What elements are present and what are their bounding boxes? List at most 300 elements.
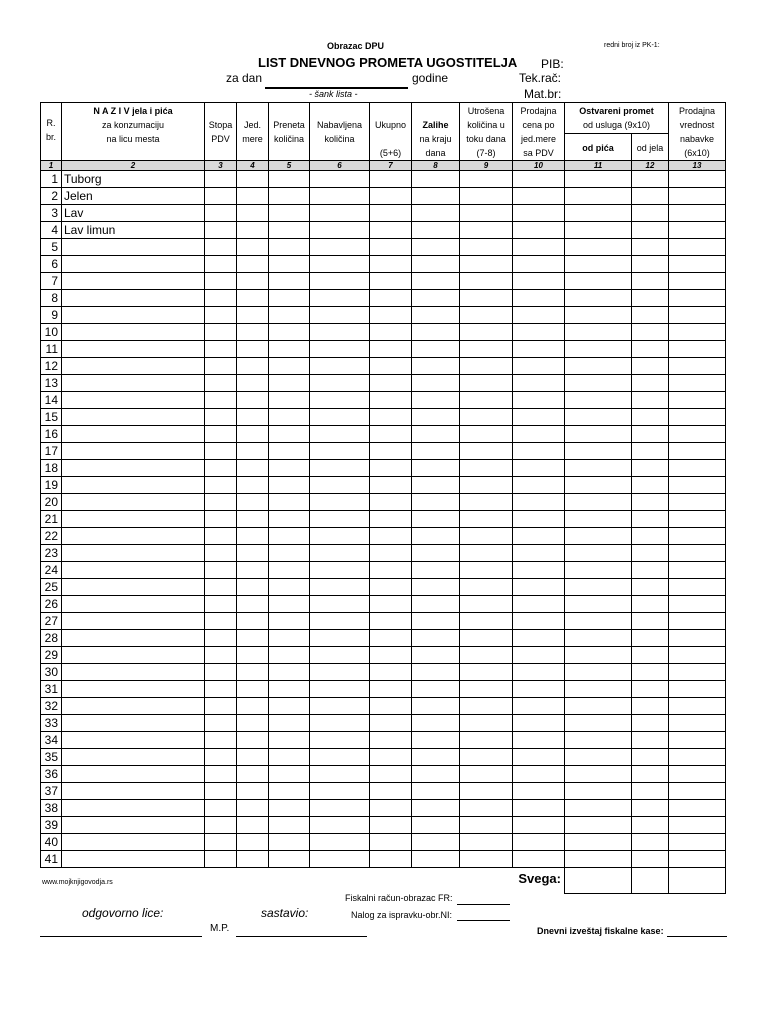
value-cell[interactable] [269, 630, 310, 647]
value-cell[interactable] [310, 171, 370, 188]
date-field[interactable] [265, 73, 408, 88]
value-cell[interactable] [237, 494, 269, 511]
value-cell[interactable] [412, 715, 460, 732]
svega-vrednost-cell[interactable] [669, 868, 726, 894]
value-cell[interactable] [669, 222, 726, 239]
value-cell[interactable] [205, 358, 237, 375]
value-cell[interactable] [310, 358, 370, 375]
value-cell[interactable] [669, 596, 726, 613]
item-name-cell[interactable] [62, 681, 205, 698]
value-cell[interactable] [370, 834, 412, 851]
value-cell[interactable] [269, 579, 310, 596]
value-cell[interactable] [237, 851, 269, 868]
value-cell[interactable] [513, 239, 565, 256]
item-name-cell[interactable] [62, 392, 205, 409]
value-cell[interactable] [460, 256, 513, 273]
value-cell[interactable] [205, 443, 237, 460]
value-cell[interactable] [565, 545, 632, 562]
value-cell[interactable] [513, 511, 565, 528]
value-cell[interactable] [269, 443, 310, 460]
value-cell[interactable] [669, 358, 726, 375]
value-cell[interactable] [310, 409, 370, 426]
value-cell[interactable] [669, 409, 726, 426]
value-cell[interactable] [310, 545, 370, 562]
item-name-cell[interactable]: Tuborg [62, 171, 205, 188]
value-cell[interactable] [269, 681, 310, 698]
value-cell[interactable] [565, 256, 632, 273]
value-cell[interactable] [460, 834, 513, 851]
value-cell[interactable] [269, 307, 310, 324]
value-cell[interactable] [205, 307, 237, 324]
value-cell[interactable] [412, 256, 460, 273]
value-cell[interactable] [565, 766, 632, 783]
value-cell[interactable] [632, 715, 669, 732]
value-cell[interactable] [669, 647, 726, 664]
value-cell[interactable] [310, 732, 370, 749]
value-cell[interactable] [632, 494, 669, 511]
value-cell[interactable] [310, 426, 370, 443]
value-cell[interactable] [310, 222, 370, 239]
value-cell[interactable] [205, 290, 237, 307]
value-cell[interactable] [205, 477, 237, 494]
value-cell[interactable] [237, 800, 269, 817]
value-cell[interactable] [370, 579, 412, 596]
item-name-cell[interactable] [62, 409, 205, 426]
svega-od-pica-cell[interactable] [565, 868, 632, 894]
value-cell[interactable] [632, 613, 669, 630]
value-cell[interactable] [205, 817, 237, 834]
value-cell[interactable] [669, 783, 726, 800]
value-cell[interactable] [669, 239, 726, 256]
value-cell[interactable] [632, 477, 669, 494]
value-cell[interactable] [269, 205, 310, 222]
value-cell[interactable] [412, 188, 460, 205]
value-cell[interactable] [513, 494, 565, 511]
value-cell[interactable] [205, 732, 237, 749]
value-cell[interactable] [205, 562, 237, 579]
value-cell[interactable] [513, 596, 565, 613]
value-cell[interactable] [205, 205, 237, 222]
value-cell[interactable] [460, 732, 513, 749]
value-cell[interactable] [565, 562, 632, 579]
value-cell[interactable] [310, 392, 370, 409]
value-cell[interactable] [370, 647, 412, 664]
value-cell[interactable] [370, 800, 412, 817]
value-cell[interactable] [632, 562, 669, 579]
value-cell[interactable] [513, 528, 565, 545]
value-cell[interactable] [669, 290, 726, 307]
value-cell[interactable] [669, 392, 726, 409]
value-cell[interactable] [205, 239, 237, 256]
value-cell[interactable] [632, 647, 669, 664]
value-cell[interactable] [269, 477, 310, 494]
value-cell[interactable] [460, 222, 513, 239]
value-cell[interactable] [513, 443, 565, 460]
value-cell[interactable] [513, 171, 565, 188]
item-name-cell[interactable] [62, 562, 205, 579]
value-cell[interactable] [632, 766, 669, 783]
value-cell[interactable] [370, 511, 412, 528]
value-cell[interactable] [565, 358, 632, 375]
value-cell[interactable] [632, 698, 669, 715]
value-cell[interactable] [669, 579, 726, 596]
value-cell[interactable] [310, 239, 370, 256]
item-name-cell[interactable] [62, 239, 205, 256]
value-cell[interactable] [513, 562, 565, 579]
value-cell[interactable] [513, 834, 565, 851]
value-cell[interactable] [669, 307, 726, 324]
value-cell[interactable] [205, 222, 237, 239]
value-cell[interactable] [513, 392, 565, 409]
item-name-cell[interactable] [62, 732, 205, 749]
value-cell[interactable] [237, 817, 269, 834]
value-cell[interactable] [310, 579, 370, 596]
value-cell[interactable] [237, 545, 269, 562]
value-cell[interactable] [565, 188, 632, 205]
value-cell[interactable] [310, 341, 370, 358]
value-cell[interactable] [632, 273, 669, 290]
value-cell[interactable] [237, 443, 269, 460]
value-cell[interactable] [269, 749, 310, 766]
value-cell[interactable] [513, 851, 565, 868]
value-cell[interactable] [205, 647, 237, 664]
value-cell[interactable] [237, 613, 269, 630]
item-name-cell[interactable] [62, 460, 205, 477]
item-name-cell[interactable] [62, 834, 205, 851]
value-cell[interactable] [205, 409, 237, 426]
value-cell[interactable] [669, 851, 726, 868]
item-name-cell[interactable] [62, 307, 205, 324]
value-cell[interactable] [370, 392, 412, 409]
value-cell[interactable] [565, 528, 632, 545]
value-cell[interactable] [632, 409, 669, 426]
value-cell[interactable] [632, 579, 669, 596]
value-cell[interactable] [310, 273, 370, 290]
item-name-cell[interactable] [62, 443, 205, 460]
value-cell[interactable] [370, 749, 412, 766]
value-cell[interactable] [269, 800, 310, 817]
value-cell[interactable] [370, 239, 412, 256]
value-cell[interactable] [565, 341, 632, 358]
value-cell[interactable] [269, 817, 310, 834]
item-name-cell[interactable] [62, 766, 205, 783]
value-cell[interactable] [632, 341, 669, 358]
value-cell[interactable] [205, 375, 237, 392]
value-cell[interactable] [269, 732, 310, 749]
value-cell[interactable] [565, 511, 632, 528]
value-cell[interactable] [237, 358, 269, 375]
value-cell[interactable] [205, 426, 237, 443]
value-cell[interactable] [460, 375, 513, 392]
value-cell[interactable] [310, 477, 370, 494]
sastavio-signature-line[interactable] [236, 922, 367, 937]
odgovorno-signature-line[interactable] [40, 922, 202, 937]
value-cell[interactable] [460, 392, 513, 409]
value-cell[interactable] [269, 664, 310, 681]
value-cell[interactable] [669, 205, 726, 222]
value-cell[interactable] [269, 341, 310, 358]
value-cell[interactable] [565, 783, 632, 800]
value-cell[interactable] [269, 562, 310, 579]
value-cell[interactable] [412, 222, 460, 239]
value-cell[interactable] [205, 494, 237, 511]
value-cell[interactable] [237, 171, 269, 188]
value-cell[interactable] [460, 715, 513, 732]
value-cell[interactable] [669, 460, 726, 477]
item-name-cell[interactable] [62, 579, 205, 596]
value-cell[interactable] [460, 579, 513, 596]
value-cell[interactable] [269, 392, 310, 409]
value-cell[interactable] [513, 307, 565, 324]
value-cell[interactable] [310, 817, 370, 834]
value-cell[interactable] [513, 698, 565, 715]
value-cell[interactable] [412, 783, 460, 800]
value-cell[interactable] [565, 494, 632, 511]
value-cell[interactable] [632, 596, 669, 613]
value-cell[interactable] [412, 392, 460, 409]
value-cell[interactable] [412, 800, 460, 817]
value-cell[interactable] [310, 494, 370, 511]
value-cell[interactable] [310, 307, 370, 324]
value-cell[interactable] [632, 205, 669, 222]
value-cell[interactable] [269, 783, 310, 800]
value-cell[interactable] [669, 341, 726, 358]
value-cell[interactable] [669, 817, 726, 834]
value-cell[interactable] [513, 817, 565, 834]
value-cell[interactable] [237, 698, 269, 715]
value-cell[interactable] [237, 477, 269, 494]
svega-od-jela-cell[interactable] [632, 868, 669, 894]
value-cell[interactable] [513, 545, 565, 562]
value-cell[interactable] [370, 307, 412, 324]
value-cell[interactable] [632, 358, 669, 375]
value-cell[interactable] [412, 766, 460, 783]
value-cell[interactable] [565, 290, 632, 307]
value-cell[interactable] [370, 409, 412, 426]
value-cell[interactable] [513, 800, 565, 817]
value-cell[interactable] [669, 732, 726, 749]
value-cell[interactable] [669, 749, 726, 766]
value-cell[interactable] [370, 375, 412, 392]
value-cell[interactable] [565, 171, 632, 188]
value-cell[interactable] [237, 528, 269, 545]
value-cell[interactable] [669, 256, 726, 273]
value-cell[interactable] [205, 834, 237, 851]
item-name-cell[interactable] [62, 426, 205, 443]
value-cell[interactable] [632, 749, 669, 766]
value-cell[interactable] [513, 426, 565, 443]
item-name-cell[interactable]: Jelen [62, 188, 205, 205]
value-cell[interactable] [513, 290, 565, 307]
value-cell[interactable] [370, 171, 412, 188]
value-cell[interactable] [310, 460, 370, 477]
value-cell[interactable] [669, 630, 726, 647]
value-cell[interactable] [565, 307, 632, 324]
value-cell[interactable] [237, 426, 269, 443]
value-cell[interactable] [310, 851, 370, 868]
value-cell[interactable] [370, 273, 412, 290]
value-cell[interactable] [237, 392, 269, 409]
value-cell[interactable] [412, 698, 460, 715]
value-cell[interactable] [460, 766, 513, 783]
value-cell[interactable] [412, 817, 460, 834]
value-cell[interactable] [632, 630, 669, 647]
value-cell[interactable] [565, 749, 632, 766]
value-cell[interactable] [412, 443, 460, 460]
value-cell[interactable] [310, 256, 370, 273]
value-cell[interactable] [460, 511, 513, 528]
value-cell[interactable] [370, 783, 412, 800]
value-cell[interactable] [460, 545, 513, 562]
value-cell[interactable] [310, 783, 370, 800]
value-cell[interactable] [513, 205, 565, 222]
value-cell[interactable] [412, 528, 460, 545]
value-cell[interactable] [632, 732, 669, 749]
value-cell[interactable] [513, 222, 565, 239]
value-cell[interactable] [632, 528, 669, 545]
value-cell[interactable] [632, 460, 669, 477]
item-name-cell[interactable] [62, 511, 205, 528]
value-cell[interactable] [205, 324, 237, 341]
value-cell[interactable] [513, 358, 565, 375]
item-name-cell[interactable] [62, 749, 205, 766]
value-cell[interactable] [205, 698, 237, 715]
value-cell[interactable] [310, 528, 370, 545]
value-cell[interactable] [460, 460, 513, 477]
value-cell[interactable] [205, 766, 237, 783]
value-cell[interactable] [669, 681, 726, 698]
value-cell[interactable] [565, 681, 632, 698]
value-cell[interactable] [565, 409, 632, 426]
value-cell[interactable] [370, 630, 412, 647]
value-cell[interactable] [412, 545, 460, 562]
value-cell[interactable] [269, 358, 310, 375]
value-cell[interactable] [669, 375, 726, 392]
value-cell[interactable] [632, 443, 669, 460]
value-cell[interactable] [205, 596, 237, 613]
value-cell[interactable] [370, 426, 412, 443]
dnevni-izvestaj-field[interactable] [667, 922, 727, 937]
value-cell[interactable] [565, 817, 632, 834]
value-cell[interactable] [310, 613, 370, 630]
value-cell[interactable] [565, 851, 632, 868]
value-cell[interactable] [370, 613, 412, 630]
value-cell[interactable] [460, 647, 513, 664]
value-cell[interactable] [370, 205, 412, 222]
value-cell[interactable] [565, 205, 632, 222]
value-cell[interactable] [412, 511, 460, 528]
value-cell[interactable] [632, 426, 669, 443]
value-cell[interactable] [460, 630, 513, 647]
value-cell[interactable] [412, 494, 460, 511]
value-cell[interactable] [205, 681, 237, 698]
value-cell[interactable] [513, 409, 565, 426]
value-cell[interactable] [632, 188, 669, 205]
value-cell[interactable] [269, 239, 310, 256]
value-cell[interactable] [632, 171, 669, 188]
value-cell[interactable] [205, 851, 237, 868]
value-cell[interactable] [460, 562, 513, 579]
value-cell[interactable] [513, 324, 565, 341]
value-cell[interactable] [310, 698, 370, 715]
value-cell[interactable] [370, 596, 412, 613]
value-cell[interactable] [205, 613, 237, 630]
value-cell[interactable] [669, 443, 726, 460]
value-cell[interactable] [412, 273, 460, 290]
value-cell[interactable] [565, 273, 632, 290]
value-cell[interactable] [412, 749, 460, 766]
value-cell[interactable] [269, 545, 310, 562]
value-cell[interactable] [632, 256, 669, 273]
value-cell[interactable] [460, 681, 513, 698]
value-cell[interactable] [460, 205, 513, 222]
value-cell[interactable] [310, 715, 370, 732]
value-cell[interactable] [412, 460, 460, 477]
value-cell[interactable] [370, 562, 412, 579]
value-cell[interactable] [205, 528, 237, 545]
item-name-cell[interactable] [62, 528, 205, 545]
value-cell[interactable] [310, 562, 370, 579]
value-cell[interactable] [269, 766, 310, 783]
value-cell[interactable] [565, 715, 632, 732]
value-cell[interactable] [412, 171, 460, 188]
value-cell[interactable] [370, 851, 412, 868]
value-cell[interactable] [513, 477, 565, 494]
value-cell[interactable] [237, 749, 269, 766]
value-cell[interactable] [370, 817, 412, 834]
value-cell[interactable] [237, 307, 269, 324]
value-cell[interactable] [669, 562, 726, 579]
value-cell[interactable] [237, 256, 269, 273]
value-cell[interactable] [565, 647, 632, 664]
value-cell[interactable] [513, 341, 565, 358]
value-cell[interactable] [310, 800, 370, 817]
value-cell[interactable] [370, 290, 412, 307]
value-cell[interactable] [370, 341, 412, 358]
value-cell[interactable] [310, 596, 370, 613]
nalog-field[interactable] [457, 906, 510, 921]
value-cell[interactable] [310, 290, 370, 307]
value-cell[interactable] [237, 766, 269, 783]
value-cell[interactable] [460, 443, 513, 460]
value-cell[interactable] [565, 392, 632, 409]
value-cell[interactable] [565, 222, 632, 239]
value-cell[interactable] [310, 205, 370, 222]
value-cell[interactable] [370, 324, 412, 341]
value-cell[interactable] [669, 511, 726, 528]
value-cell[interactable] [412, 681, 460, 698]
value-cell[interactable] [513, 681, 565, 698]
value-cell[interactable] [205, 545, 237, 562]
value-cell[interactable] [460, 528, 513, 545]
value-cell[interactable] [205, 460, 237, 477]
item-name-cell[interactable] [62, 545, 205, 562]
value-cell[interactable] [269, 494, 310, 511]
value-cell[interactable] [370, 732, 412, 749]
value-cell[interactable] [412, 664, 460, 681]
value-cell[interactable] [269, 715, 310, 732]
value-cell[interactable] [460, 851, 513, 868]
value-cell[interactable] [565, 443, 632, 460]
value-cell[interactable] [412, 630, 460, 647]
value-cell[interactable] [370, 545, 412, 562]
value-cell[interactable] [669, 613, 726, 630]
value-cell[interactable] [632, 511, 669, 528]
value-cell[interactable] [412, 409, 460, 426]
value-cell[interactable] [237, 664, 269, 681]
value-cell[interactable] [237, 732, 269, 749]
value-cell[interactable] [565, 477, 632, 494]
